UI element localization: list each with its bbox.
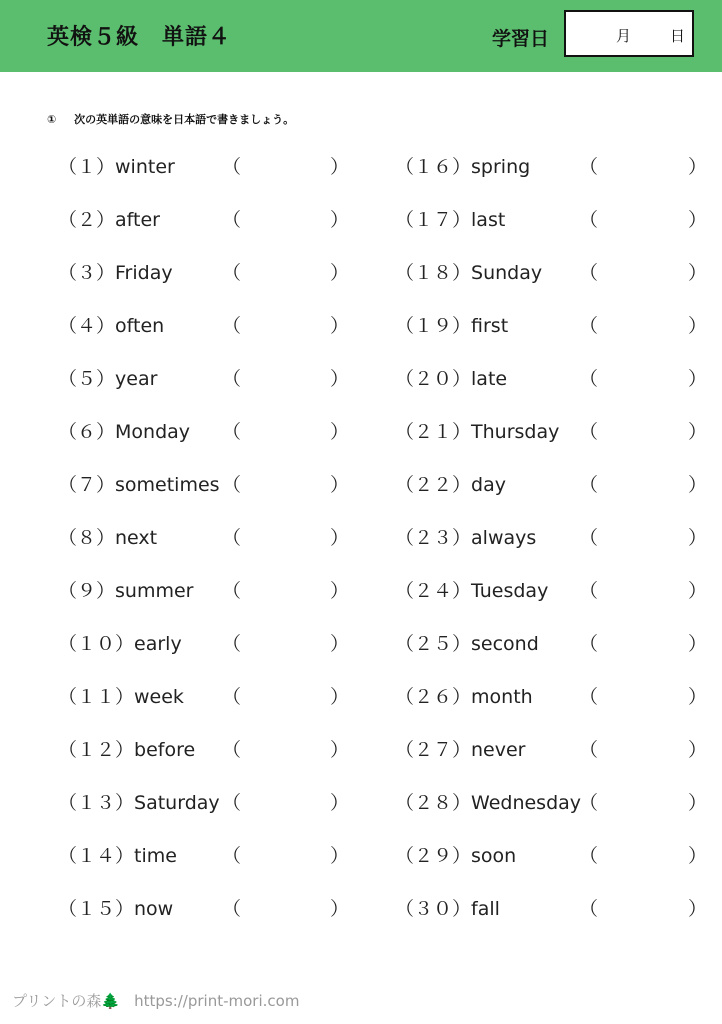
answer-paren-close: ）	[688, 898, 708, 920]
word-label	[58, 629, 182, 656]
word-label	[58, 258, 173, 285]
answer-paren-open: （	[579, 474, 599, 496]
answer-paren-close: ）	[688, 209, 708, 231]
word-item	[395, 827, 722, 880]
day-label: 日	[670, 27, 686, 45]
english-word: winter	[115, 156, 175, 178]
answer-paren-close: ）	[330, 686, 350, 708]
word-item	[58, 403, 408, 456]
answer-paren-close: ）	[330, 368, 350, 390]
instruction	[47, 111, 294, 127]
answer-paren-close: ）	[330, 474, 350, 496]
english-word: Tuesday	[471, 580, 549, 602]
word-item	[395, 668, 722, 721]
footer-brand: プリントの森	[12, 992, 102, 1010]
answer-paren-open: （	[579, 686, 599, 708]
answer-paren-close: ）	[330, 262, 350, 284]
word-label	[395, 576, 548, 603]
word-item	[58, 509, 408, 562]
answer-paren-open: （	[579, 527, 599, 549]
word-label	[395, 205, 505, 232]
word-item	[58, 191, 408, 244]
english-word: now	[134, 898, 174, 920]
item-number: （２）	[58, 209, 116, 231]
word-item	[395, 138, 722, 191]
word-item	[395, 191, 722, 244]
item-number: （１）	[58, 156, 116, 178]
word-label	[58, 523, 157, 550]
answer-paren-close: ）	[688, 739, 708, 761]
item-number: （２８）	[395, 792, 472, 814]
item-number: （１６）	[395, 156, 472, 178]
answer-paren-close: ）	[688, 527, 708, 549]
item-number: （２２）	[395, 474, 472, 496]
word-label	[395, 523, 536, 550]
answer-paren-open: （	[579, 262, 599, 284]
answer-paren-open: （	[222, 633, 242, 655]
answer-paren-close: ）	[330, 421, 350, 443]
answer-paren-open: （	[222, 898, 242, 920]
word-item	[58, 244, 408, 297]
word-label	[395, 258, 542, 285]
word-item	[58, 297, 408, 350]
word-item	[58, 562, 408, 615]
english-word: before	[134, 739, 196, 761]
header-bar	[0, 0, 722, 72]
answer-paren-close: ）	[330, 739, 350, 761]
answer-paren-open: （	[222, 421, 242, 443]
item-number: （３）	[58, 262, 116, 284]
answer-paren-open: （	[222, 209, 242, 231]
answer-paren-open: （	[222, 792, 242, 814]
word-label	[58, 894, 173, 921]
item-number: （１１）	[58, 686, 135, 708]
answer-paren-close: ）	[330, 527, 350, 549]
english-word: year	[115, 368, 158, 390]
english-word: next	[115, 527, 158, 549]
answer-paren-open: （	[579, 898, 599, 920]
english-word: Sunday	[471, 262, 543, 284]
month-label: 月	[616, 27, 632, 45]
word-label	[58, 152, 175, 179]
answer-paren-open: （	[222, 262, 242, 284]
word-item	[395, 456, 722, 509]
word-label	[58, 470, 220, 497]
item-number: （１４）	[58, 845, 135, 867]
item-number: （８）	[58, 527, 116, 549]
answer-paren-close: ）	[330, 580, 350, 602]
english-word: early	[134, 633, 182, 655]
item-number: （１０）	[58, 633, 135, 655]
word-item	[58, 668, 408, 721]
answer-paren-open: （	[222, 739, 242, 761]
item-number: （１７）	[395, 209, 472, 231]
word-item	[58, 138, 408, 191]
english-word: often	[115, 315, 165, 337]
english-word: Saturday	[134, 792, 220, 814]
item-number: （２６）	[395, 686, 472, 708]
english-word: after	[115, 209, 160, 231]
english-word: month	[471, 686, 533, 708]
item-number: （４）	[58, 315, 116, 337]
answer-paren-open: （	[579, 315, 599, 337]
word-item	[58, 456, 408, 509]
answer-paren-open: （	[579, 792, 599, 814]
word-label	[58, 788, 220, 815]
answer-paren-open: （	[222, 156, 242, 178]
word-label	[395, 682, 533, 709]
word-label	[395, 311, 508, 338]
english-word: day	[471, 474, 506, 496]
instruction-number: ①	[47, 113, 57, 126]
word-item	[395, 880, 722, 933]
english-word: Friday	[115, 262, 173, 284]
english-word: Wednesday	[471, 792, 582, 814]
item-number: （２３）	[395, 527, 472, 549]
english-word: soon	[471, 845, 517, 867]
english-word: Thursday	[471, 421, 560, 443]
word-label	[395, 735, 526, 762]
answer-paren-open: （	[579, 739, 599, 761]
word-label	[395, 417, 559, 444]
answer-paren-close: ）	[688, 580, 708, 602]
answer-paren-open: （	[222, 527, 242, 549]
word-label	[58, 576, 193, 603]
english-word: time	[134, 845, 177, 867]
answer-paren-close: ）	[688, 792, 708, 814]
word-label	[58, 735, 195, 762]
answer-paren-close: ）	[688, 845, 708, 867]
answer-paren-open: （	[579, 156, 599, 178]
word-item	[58, 350, 408, 403]
word-item	[58, 827, 408, 880]
answer-paren-close: ）	[688, 368, 708, 390]
study-date-label: 学習日	[492, 28, 550, 50]
date-field[interactable]	[564, 10, 694, 57]
item-number: （７）	[58, 474, 116, 496]
word-item	[58, 615, 408, 668]
instruction-text: 次の英単語の意味を日本語で書きましょう。	[74, 113, 295, 126]
item-number: （２４）	[395, 580, 472, 602]
answer-paren-close: ）	[688, 156, 708, 178]
word-item	[395, 562, 722, 615]
item-number: （２５）	[395, 633, 472, 655]
answer-paren-close: ）	[330, 633, 350, 655]
word-label	[395, 152, 530, 179]
answer-paren-close: ）	[330, 156, 350, 178]
english-word: second	[471, 633, 539, 655]
item-number: （１８）	[395, 262, 472, 284]
answer-paren-close: ）	[330, 792, 350, 814]
item-number: （５）	[58, 368, 116, 390]
answer-paren-open: （	[222, 315, 242, 337]
word-label	[395, 841, 516, 868]
answer-paren-close: ）	[330, 315, 350, 337]
answer-paren-open: （	[579, 368, 599, 390]
word-label	[395, 894, 500, 921]
word-label	[395, 470, 506, 497]
answer-paren-close: ）	[688, 421, 708, 443]
word-list-left	[58, 138, 408, 933]
english-word: Monday	[115, 421, 191, 443]
word-label	[58, 841, 177, 868]
tree-icon: 🌲	[101, 992, 121, 1010]
word-item	[395, 350, 722, 403]
word-list-right	[395, 138, 722, 933]
answer-paren-open: （	[222, 845, 242, 867]
answer-paren-close: ）	[688, 633, 708, 655]
word-item	[395, 297, 722, 350]
word-item	[58, 721, 408, 774]
answer-paren-close: ）	[330, 898, 350, 920]
answer-paren-open: （	[579, 845, 599, 867]
item-number: （３０）	[395, 898, 472, 920]
answer-paren-open: （	[222, 580, 242, 602]
word-label	[58, 311, 164, 338]
item-number: （１９）	[395, 315, 472, 337]
item-number: （２０）	[395, 368, 472, 390]
english-word: never	[471, 739, 526, 761]
answer-paren-close: ）	[688, 474, 708, 496]
english-word: last	[471, 209, 506, 231]
answer-paren-open: （	[222, 686, 242, 708]
english-word: summer	[115, 580, 194, 602]
page-title: 英検５級 単語４	[47, 25, 232, 50]
word-item	[58, 774, 408, 827]
item-number: （２１）	[395, 421, 472, 443]
english-word: fall	[471, 898, 500, 920]
word-item	[395, 244, 722, 297]
item-number: （２７）	[395, 739, 472, 761]
word-label	[395, 629, 539, 656]
word-label	[58, 205, 160, 232]
word-label	[58, 364, 157, 391]
item-number: （９）	[58, 580, 116, 602]
english-word: sometimes	[115, 474, 220, 496]
answer-paren-open: （	[579, 580, 599, 602]
answer-paren-open: （	[579, 209, 599, 231]
word-label	[58, 417, 190, 444]
footer	[12, 990, 299, 1011]
answer-paren-open: （	[222, 368, 242, 390]
answer-paren-open: （	[579, 421, 599, 443]
answer-paren-open: （	[579, 633, 599, 655]
word-label	[395, 364, 507, 391]
word-item	[395, 615, 722, 668]
answer-paren-close: ）	[330, 845, 350, 867]
word-item	[395, 774, 722, 827]
english-word: spring	[471, 156, 531, 178]
answer-paren-close: ）	[688, 262, 708, 284]
answer-paren-close: ）	[330, 209, 350, 231]
answer-paren-close: ）	[688, 315, 708, 337]
word-item	[395, 509, 722, 562]
english-word: always	[471, 527, 537, 549]
answer-paren-open: （	[222, 474, 242, 496]
word-item	[395, 403, 722, 456]
english-word: late	[471, 368, 508, 390]
item-number: （１５）	[58, 898, 135, 920]
word-label	[395, 788, 581, 815]
word-item	[58, 880, 408, 933]
english-word: first	[471, 315, 509, 337]
item-number: （６）	[58, 421, 116, 443]
footer-url[interactable]: https://print-mori.com	[134, 992, 300, 1010]
word-item	[395, 721, 722, 774]
item-number: （１３）	[58, 792, 135, 814]
item-number: （１２）	[58, 739, 135, 761]
word-label	[58, 682, 184, 709]
english-word: week	[134, 686, 184, 708]
item-number: （２９）	[395, 845, 472, 867]
answer-paren-close: ）	[688, 686, 708, 708]
